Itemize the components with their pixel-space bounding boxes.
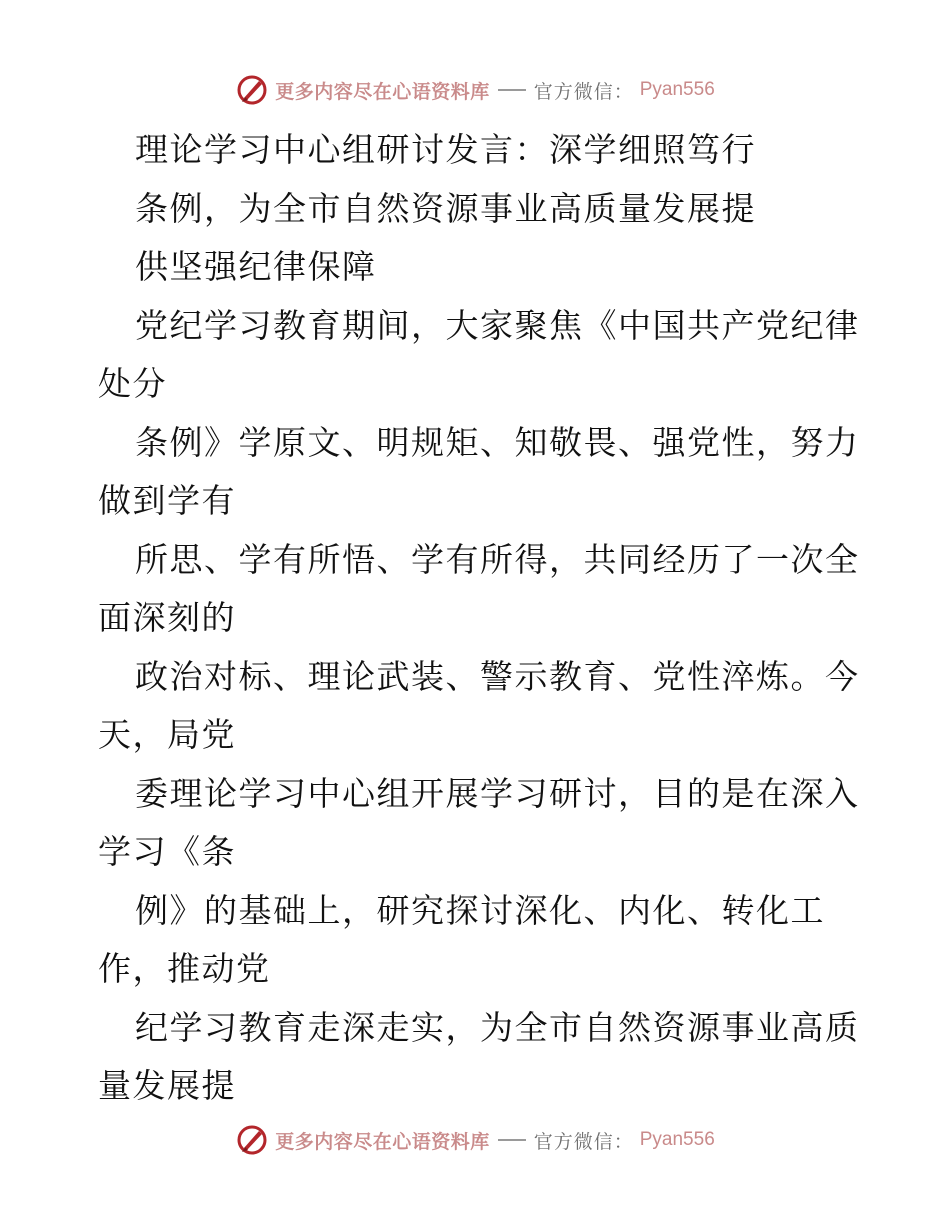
document-line: 天，局党 (98, 715, 236, 754)
document-line: 党纪学习教育期间，大家聚焦《中国共产党纪律 (135, 305, 860, 345)
document-line: 纪学习教育走深走实，为全市自然资源事业高质 (135, 1007, 860, 1047)
document-line: 政治对标、理论武装、警示教育、党性淬炼。今 (135, 656, 860, 696)
watermark-wechat-id: Pyan556 (639, 79, 715, 100)
document-line: 学习《条 (98, 832, 236, 871)
document-line: 理论学习中心组研讨发言：深学细照笃行 (135, 130, 756, 169)
watermark-dash (498, 89, 526, 91)
document-line: 委理论学习中心组开展学习研讨，目的是在深入 (135, 773, 860, 813)
watermark-wechat-id: Pyan556 (639, 1129, 715, 1150)
watermark-official-label: 官方微信： (533, 1130, 634, 1153)
document-line: 作，推动党 (98, 949, 271, 988)
document-line: 量发展提 (98, 1066, 236, 1105)
document-line: 面深刻的 (98, 598, 236, 637)
watermark-brand-text: 更多内容尽在心语资料库 (275, 80, 490, 103)
footer-watermark (0, 1120, 950, 1160)
quill-pen-logo-icon (235, 73, 269, 107)
watermark-official-label: 官方微信： (533, 80, 634, 103)
document-line: 例》的基础上，研究探讨深化、内化、转化工 (135, 890, 825, 930)
document-line: 处分 (98, 364, 167, 403)
document-body (98, 121, 858, 1116)
header-watermark (0, 70, 950, 110)
document-line: 所思、学有所悟、学有所得，共同经历了一次全 (135, 539, 860, 579)
document-line: 做到学有 (98, 481, 236, 520)
document-line: 条例，为全市自然资源事业高质量发展提 (135, 188, 756, 228)
watermark-dash (498, 1139, 526, 1141)
document-line: 供坚强纪律保障 (135, 247, 377, 286)
watermark-brand-text: 更多内容尽在心语资料库 (275, 1130, 490, 1153)
document-line: 条例》学原文、明规矩、知敬畏、强党性，努力 (135, 422, 860, 462)
quill-pen-logo-icon (235, 1123, 269, 1157)
